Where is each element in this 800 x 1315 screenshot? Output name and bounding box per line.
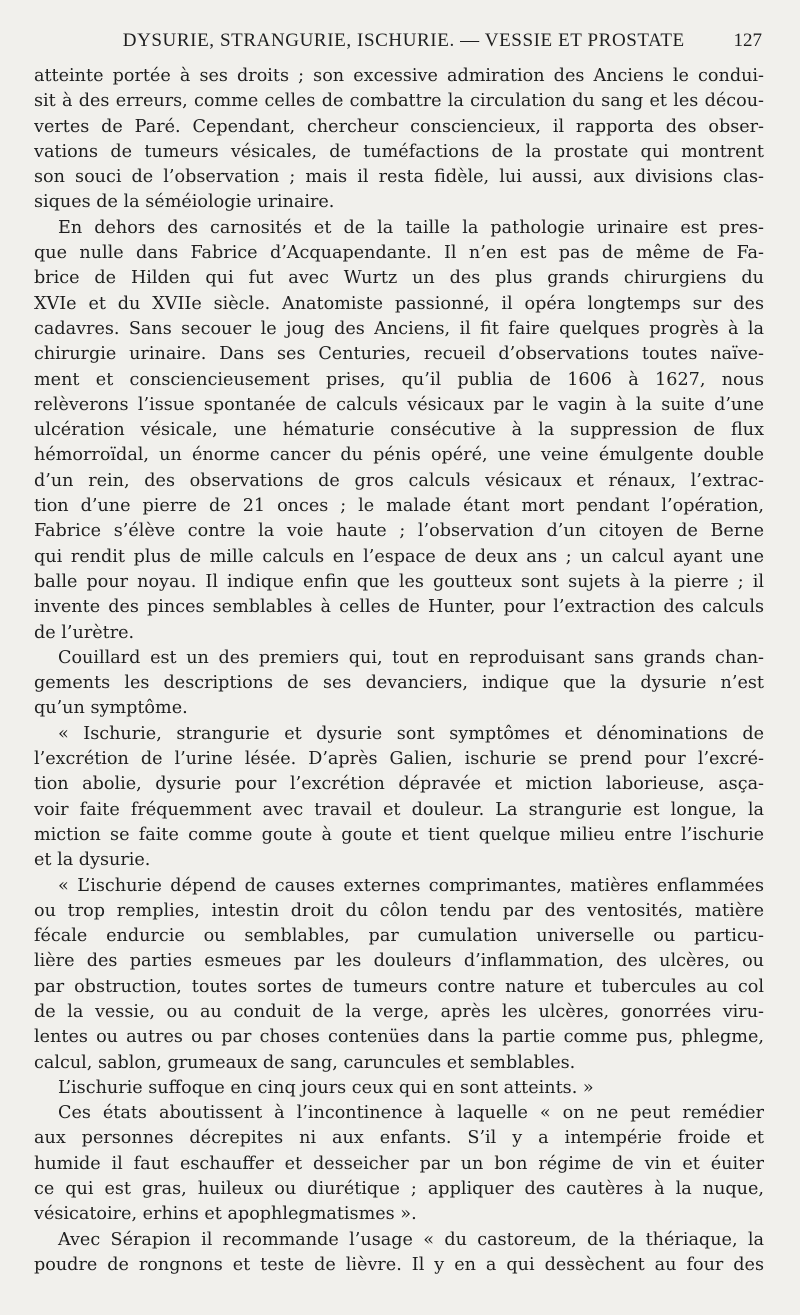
text-line: chirurgie urinaire. Dans ses Centuries, recueil d’observations toutes naïve- — [34, 344, 764, 365]
text-line: tion abolie, dysurie pour l’excrétion dépravée et miction laborieuse, asça- — [34, 774, 764, 795]
text-line: invente des pinces semblables à celles de Hunter, pour l’extraction des calculs — [34, 597, 764, 618]
text-line: que nulle dans Fabrice d’Acquapendante. Il n’en est pas de même de Fa- — [34, 243, 764, 264]
text-line: vésicatoire, erhins et apophlegmatismes ». — [34, 1204, 417, 1225]
text-line: humide il faut eschauffer et desseicher par un bon régime de vin et éuiter — [34, 1153, 764, 1174]
text-line: ment et consciencieusement prises, qu’il publia de 1606 à 1627, nous — [34, 369, 764, 390]
text-line: vertes de Paré. Cependant, chercheur consciencieux, il rapporta des obser- — [34, 116, 764, 137]
text-line: son souci de l’observation ; mais il resta fidèle, lui aussi, aux divisions clas- — [34, 167, 764, 188]
text-line: par obstruction, toutes sortes de tumeurs contre nature et tubercules au col — [34, 976, 764, 997]
text-line: de l’urètre. — [34, 622, 135, 643]
text-line: Couillard est un des premiers qui, tout en reproduisant sans grands chan- — [58, 647, 764, 668]
text-line: sit à des erreurs, comme celles de combattre la circulation du sang et les décou- — [34, 91, 764, 112]
text-line: hémorroïdal, un énorme cancer du pénis opéré, une veine émulgente double — [34, 445, 764, 466]
text-line: vations de tumeurs vésicales, de tuméfactions de la prostate qui montrent — [34, 141, 764, 162]
text-line: tion d’une pierre de 21 onces ; le malade étant mort pendant l’opération, — [34, 496, 764, 517]
text-line: lière des parties esmeues par les douleurs d’inflammation, des ulcères, ou — [34, 951, 764, 972]
text-line: ulcération vésicale, une hématurie consécutive à la suppression de flux — [34, 420, 764, 441]
text-line: relèverons l’issue spontanée de calculs vésicaux par le vagin à la suite d’une — [34, 394, 764, 415]
text-line: et la dysurie. — [34, 850, 151, 871]
text-line: Ces états aboutissent à l’incontinence à laquelle « on ne peut remédier — [58, 1103, 764, 1124]
text-line: ou trop remplies, intestin droit du côlon tendu par des ventosités, matière — [34, 900, 764, 921]
text-line: En dehors des carnosités et de la taille la pathologie urinaire est pres- — [58, 217, 764, 238]
text-line: poudre de rongnons et teste de lièvre. Il y en a qui dessèchent au four des — [34, 1254, 764, 1275]
text-line: Avec Sérapion il recommande l’usage « du castoreum, de la thériaque, la — [58, 1229, 764, 1250]
text-line: l’excrétion de l’urine lésée. D’après Galien, ischurie se prend pour l’excré- — [34, 749, 764, 770]
text-line: calcul, sablon, grumeaux de sang, caruncules et semblables. — [34, 1052, 576, 1073]
text-line: atteinte portée à ses droits ; son excessive admiration des Anciens le condui- — [34, 66, 764, 86]
text-line: aux personnes décrepites ni aux enfants. S’il y a intempérie froide et — [34, 1128, 764, 1149]
text-line: d’un rein, des observations de gros calculs vésicaux et rénaux, l’extrac- — [34, 470, 764, 491]
text-line: qu’un symptôme. — [34, 698, 188, 719]
text-line: cadavres. Sans secouer le joug des Anciens, il fit faire quelques progrès à la — [34, 318, 764, 339]
body-text — [34, 64, 764, 1278]
text-line: lentes ou autres ou par choses contenües dans la partie comme pus, phlegme, — [34, 1027, 764, 1048]
running-head — [34, 26, 762, 56]
running-title: DYSURIE, STRANGURIE, ISCHURIE. — VESSIE ET PROSTATE — [122, 30, 685, 51]
text-line: voir faite fréquemment avec travail et douleur. La strangurie est longue, la — [34, 799, 764, 820]
text-line: fécale endurcie ou semblables, par cumulation universelle ou particu- — [34, 926, 764, 947]
text-line: XVIe et du XVIIe siècle. Anatomiste passionné, il opéra longtemps sur des — [34, 293, 764, 314]
text-line: Fabrice s’élève contre la voie haute ; l’observation d’un citoyen de Berne — [34, 521, 764, 542]
text-line: balle pour noyau. Il indique enfin que les goutteux sont sujets à la pierre ; il — [34, 571, 764, 592]
text-line: « Ischurie, strangurie et dysurie sont symptômes et dénominations de — [58, 723, 764, 744]
text-line: qui rendit plus de mille calculs en l’espace de deux ans ; un calcul ayant une — [34, 546, 764, 567]
text-line: miction se faite comme goute à goute et tient quelque milieu entre l’ischurie — [34, 824, 764, 845]
text-line: de la vessie, ou au conduit de la verge, après les ulcères, gonorrées viru- — [34, 1001, 764, 1022]
text-line: siques de la séméiologie urinaire. — [34, 192, 335, 213]
text-line: ce qui est gras, huileux ou diurétique ; appliquer des cautères à la nuque, — [34, 1179, 764, 1200]
page-number: 127 — [733, 30, 762, 51]
text-line: L’ischurie suffoque en cinq jours ceux qui en sont atteints. » — [58, 1077, 594, 1098]
text-line: « L’ischurie dépend de causes externes comprimantes, matières enflammées — [58, 875, 764, 896]
text-line: gements les descriptions de ses devanciers, indique que la dysurie n’est — [34, 673, 764, 694]
text-line: brice de Hilden qui fut avec Wurtz un des plus grands chirurgiens du — [34, 268, 764, 289]
